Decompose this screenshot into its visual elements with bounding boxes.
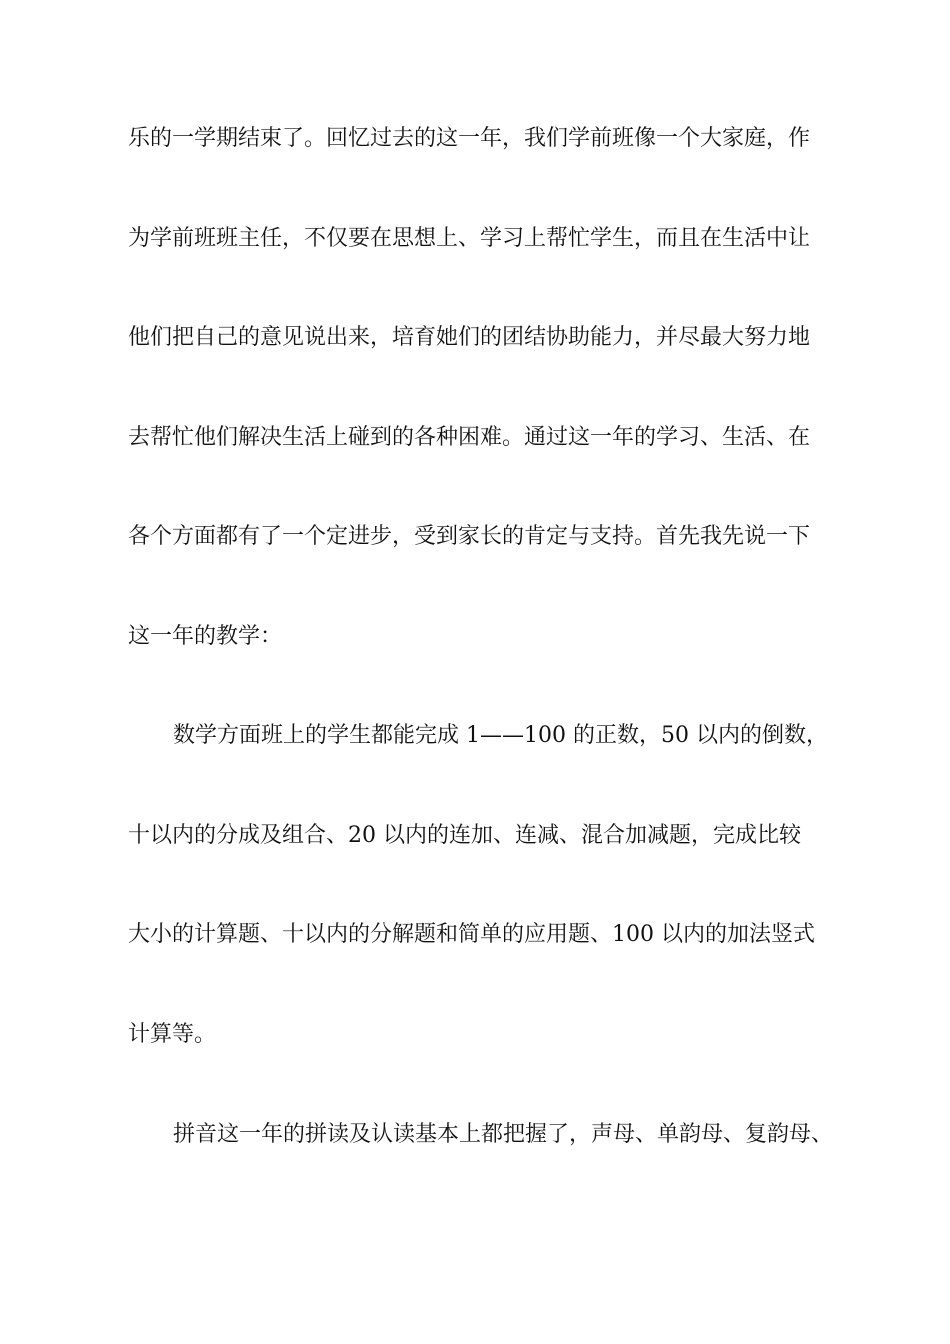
paragraph-line: 大小的计算题、十以内的分解题和简单的应用题、100 以内的加法竖式 (128, 922, 815, 947)
paragraph-line: 拼音这一年的拼读及认读基本上都把握了，声母、单韵母、复韵母、 (173, 1122, 834, 1147)
paragraph-line: 乐的一学期结束了。回忆过去的这一年，我们学前班像一个大家庭，作 (128, 126, 811, 151)
paragraph-line: 他们把自己的意见说出来，培育她们的团结协助能力，并尽最大努力地 (128, 325, 811, 350)
paragraph-line: 为学前班班主任，不仅要在思想上、学习上帮忙学生，而且在生活中让 (128, 226, 811, 251)
paragraph-line: 这一年的教学： (128, 624, 283, 649)
paragraph-line: 数学方面班上的学生都能完成 1——100 的正数，50 以内的倒数， (173, 723, 828, 748)
paragraph-line: 各个方面都有了一个定进步，受到家长的肯定与支持。首先我先说一下 (128, 524, 811, 549)
paragraph-line: 计算等。 (128, 1022, 217, 1047)
paragraph-line: 去帮忙他们解决生活上碰到的各种困难。通过这一年的学习、生活、在 (128, 425, 811, 450)
paragraph-line: 十以内的分成及组合、20 以内的连加、连减、混合加减题，完成比较 (128, 823, 801, 848)
